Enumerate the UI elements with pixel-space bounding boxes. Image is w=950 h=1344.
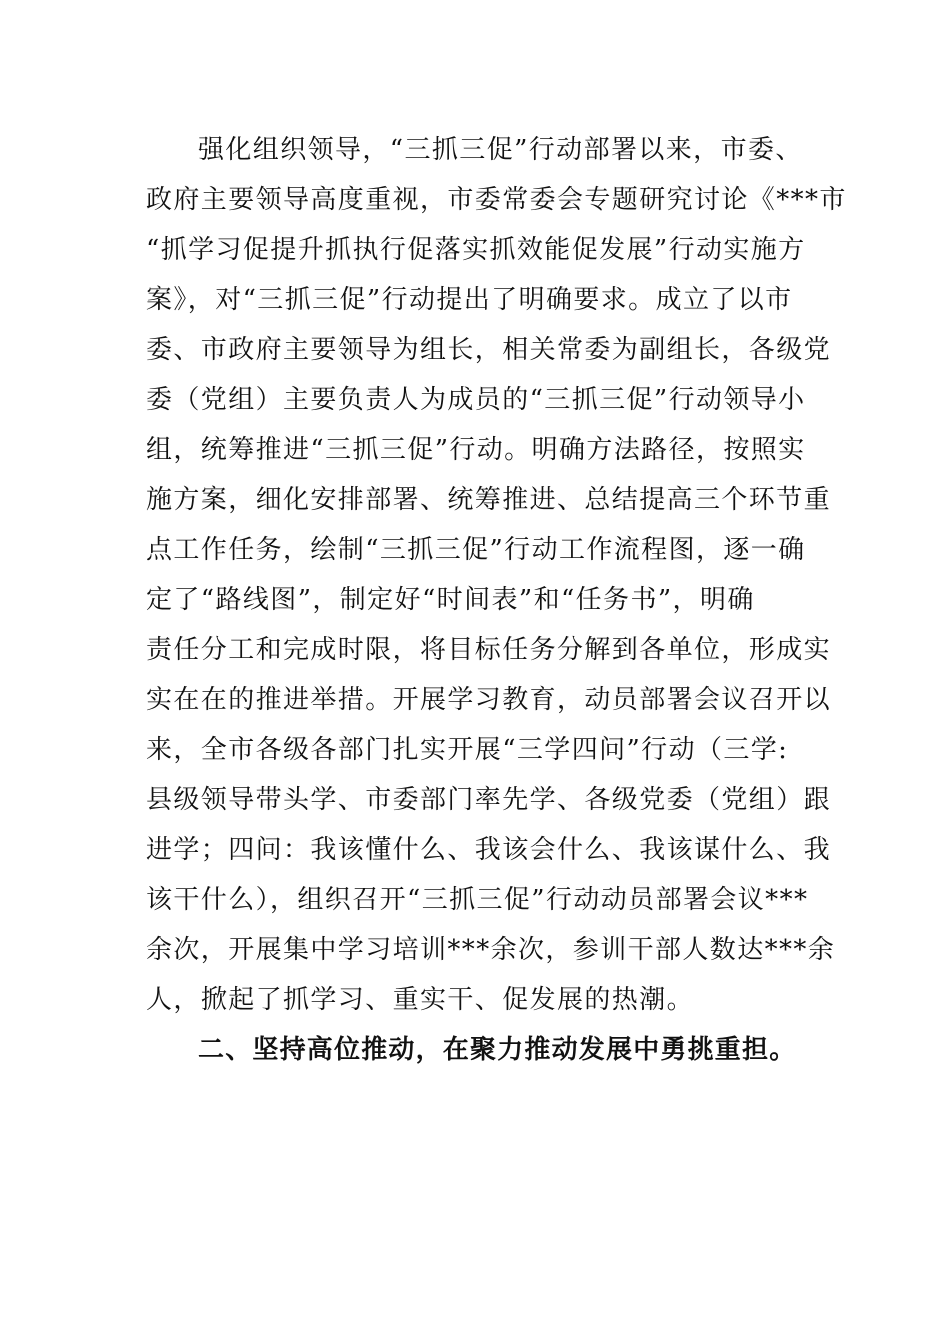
paragraph-line: 余次，开展集中学习培训***余次，参训干部人数达***余 xyxy=(146,935,836,965)
paragraph-line: 来，全市各级各部门扎实开展“三学四问”行动（三学: xyxy=(146,735,789,765)
paragraph-line: 施方案，细化安排部署、统筹推进、总结提高三个环节重 xyxy=(146,485,832,515)
paragraph-line: 实在在的推进举措。开展学习教育，动员部署会议召开以 xyxy=(146,685,832,715)
paragraph-line: 该干什么），组织召开“三抓三促”行动动员部署会议*** xyxy=(146,885,809,915)
paragraph-line: 责任分工和完成时限，将目标任务分解到各单位，形成实 xyxy=(146,635,832,665)
paragraph-line: 进学；四问：我该懂什么、我该会什么、我该谋什么、我 xyxy=(146,835,832,865)
paragraph-line: 强化组织领导，“三抓三促”行动部署以来，市委、 xyxy=(198,135,803,165)
paragraph-line: 政府主要领导高度重视，市委常委会专题研究讨论《***市 xyxy=(146,185,847,215)
paragraph-line: 点工作任务，绘制“三抓三促”行动工作流程图，逐一确 xyxy=(146,535,806,565)
paragraph-line: 委（党组）主要负责人为成员的“三抓三促”行动领导小 xyxy=(146,385,806,415)
paragraph-line: 定了“路线图”，制定好“时间表”和“任务书”，明确 xyxy=(146,585,755,615)
paragraph-line: 县级领导带头学、市委部门率先学、各级党委（党组）跟 xyxy=(146,785,832,815)
paragraph-line: 案》，对“三抓三促”行动提出了明确要求。成立了以市 xyxy=(146,285,793,315)
section-heading: 二、坚持高位推动，在聚力推动发展中勇挑重担。 xyxy=(198,1035,797,1065)
paragraph-line: “抓学习促提升抓执行促落实抓效能促发展”行动实施方 xyxy=(146,235,806,265)
paragraph-line: 人，掀起了抓学习、重实干、促发展的热潮。 xyxy=(146,985,695,1015)
paragraph-line: 组，统筹推进“三抓三促”行动。明确方法路径，按照实 xyxy=(146,435,806,465)
paragraph-line: 委、市政府主要领导为组长，相关常委为副组长，各级党 xyxy=(146,335,832,365)
